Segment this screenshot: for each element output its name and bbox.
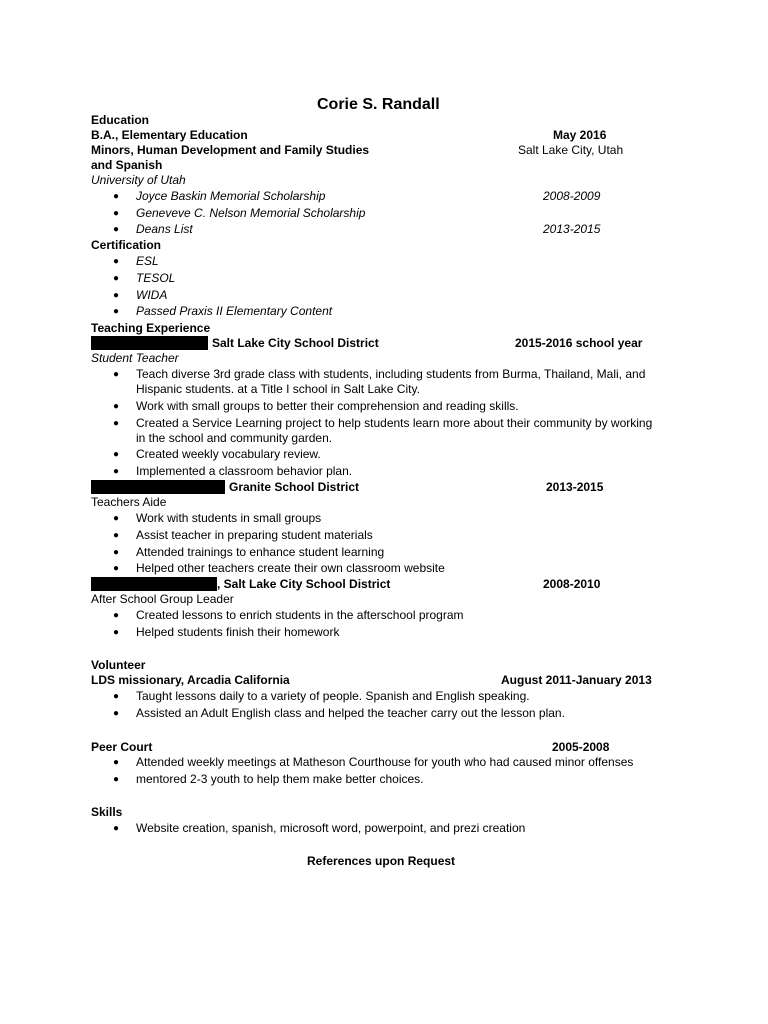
bullet-icon: ● bbox=[113, 369, 120, 380]
honor-item: Geneveve C. Nelson Memorial Scholarship bbox=[136, 206, 366, 220]
honor-date: 2008-2009 bbox=[543, 189, 601, 203]
certification-heading: Certification bbox=[91, 238, 162, 252]
peer-court-bullet: Attended weekly meetings at Matheson Courthouse for youth who had caused minor offenses bbox=[136, 755, 634, 769]
bullet-icon: ● bbox=[113, 401, 120, 412]
education-heading: Education bbox=[91, 113, 150, 127]
job-bullet: Teach diverse 3rd grade class with students, including students from Burma, Thailand, Mali, and bbox=[136, 367, 646, 381]
education-location: Salt Lake City, Utah bbox=[518, 143, 624, 157]
job-role: Student Teacher bbox=[91, 351, 179, 365]
teaching-heading: Teaching Experience bbox=[91, 321, 211, 335]
job-date: 2015-2016 school year bbox=[515, 336, 643, 350]
redaction-bar bbox=[91, 577, 217, 591]
job-role: Teachers Aide bbox=[91, 495, 167, 509]
bullet-icon: ● bbox=[113, 306, 120, 317]
bullet-icon: ● bbox=[113, 273, 120, 284]
bullet-icon: ● bbox=[113, 530, 120, 541]
bullet-icon: ● bbox=[113, 610, 120, 621]
honor-item: Deans List bbox=[136, 222, 193, 236]
degree: B.A., Elementary Education bbox=[91, 128, 248, 142]
certification-item: ESL bbox=[136, 254, 159, 268]
bullet-icon: ● bbox=[113, 513, 120, 524]
volunteer-bullet: Taught lessons daily to a variety of people. Spanish and English speaking. bbox=[136, 689, 530, 703]
job-bullet: Helped students finish their homework bbox=[136, 625, 340, 639]
peer-court-heading: Peer Court bbox=[91, 740, 153, 754]
peer-court-bullet: mentored 2-3 youth to help them make better choices. bbox=[136, 772, 424, 786]
bullet-icon: ● bbox=[113, 627, 120, 638]
job-bullet: Assist teacher in preparing student materials bbox=[136, 528, 373, 542]
job-bullet-continued: Hispanic students. at a Title I school in Salt Lake City. bbox=[136, 382, 420, 396]
volunteer-org: LDS missionary, Arcadia California bbox=[91, 673, 290, 687]
bullet-icon: ● bbox=[113, 191, 120, 202]
bullet-icon: ● bbox=[113, 466, 120, 477]
bullet-icon: ● bbox=[113, 691, 120, 702]
bullet-icon: ● bbox=[113, 563, 120, 574]
honor-date: 2013-2015 bbox=[543, 222, 601, 236]
bullet-icon: ● bbox=[113, 290, 120, 301]
bullet-icon: ● bbox=[113, 256, 120, 267]
certification-item: WIDA bbox=[136, 288, 168, 302]
volunteer-date: August 2011-January 2013 bbox=[501, 673, 652, 687]
bullet-icon: ● bbox=[113, 823, 120, 834]
minors-line-1: Minors, Human Development and Family Studies bbox=[91, 143, 370, 157]
bullet-icon: ● bbox=[113, 224, 120, 235]
minors-line-2: and Spanish bbox=[91, 158, 163, 172]
volunteer-bullet: Assisted an Adult English class and helped the teacher carry out the lesson plan. bbox=[136, 706, 565, 720]
skills-bullet: Website creation, spanish, microsoft word, powerpoint, and prezi creation bbox=[136, 821, 526, 835]
references-note: References upon Request bbox=[307, 854, 456, 868]
job-bullet: Created weekly vocabulary review. bbox=[136, 447, 321, 461]
job-bullet-continued: in the school and community garden. bbox=[136, 431, 333, 445]
job-org: Salt Lake City School District bbox=[212, 336, 379, 350]
skills-heading: Skills bbox=[91, 805, 123, 819]
job-bullet: Created a Service Learning project to help students learn more about their community by working bbox=[136, 416, 653, 430]
certification-item: TESOL bbox=[136, 271, 176, 285]
bullet-icon: ● bbox=[113, 547, 120, 558]
job-bullet: Attended trainings to enhance student learning bbox=[136, 545, 385, 559]
bullet-icon: ● bbox=[113, 418, 120, 429]
job-date: 2013-2015 bbox=[546, 480, 604, 494]
job-bullet: Implemented a classroom behavior plan. bbox=[136, 464, 353, 478]
school-name: University of Utah bbox=[91, 173, 186, 187]
job-bullet: Work with small groups to better their comprehension and reading skills. bbox=[136, 399, 519, 413]
job-org: , Salt Lake City School District bbox=[217, 577, 391, 591]
job-bullet: Helped other teachers create their own classroom website bbox=[136, 561, 445, 575]
bullet-icon: ● bbox=[113, 449, 120, 460]
resume-name: Corie S. Randall bbox=[317, 96, 440, 113]
peer-court-date: 2005-2008 bbox=[552, 740, 610, 754]
bullet-icon: ● bbox=[113, 774, 120, 785]
job-org: Granite School District bbox=[229, 480, 360, 494]
redaction-bar bbox=[91, 480, 225, 494]
job-bullet: Work with students in small groups bbox=[136, 511, 322, 525]
degree-date: May 2016 bbox=[553, 128, 607, 142]
redaction-bar bbox=[91, 336, 208, 350]
bullet-icon: ● bbox=[113, 757, 120, 768]
job-bullet: Created lessons to enrich students in the afterschool program bbox=[136, 608, 464, 622]
honor-item: Joyce Baskin Memorial Scholarship bbox=[136, 189, 326, 203]
certification-item: Passed Praxis II Elementary Content bbox=[136, 304, 333, 318]
job-role: After School Group Leader bbox=[91, 592, 234, 606]
bullet-icon: ● bbox=[113, 208, 120, 219]
volunteer-heading: Volunteer bbox=[91, 658, 146, 672]
job-date: 2008-2010 bbox=[543, 577, 601, 591]
bullet-icon: ● bbox=[113, 708, 120, 719]
